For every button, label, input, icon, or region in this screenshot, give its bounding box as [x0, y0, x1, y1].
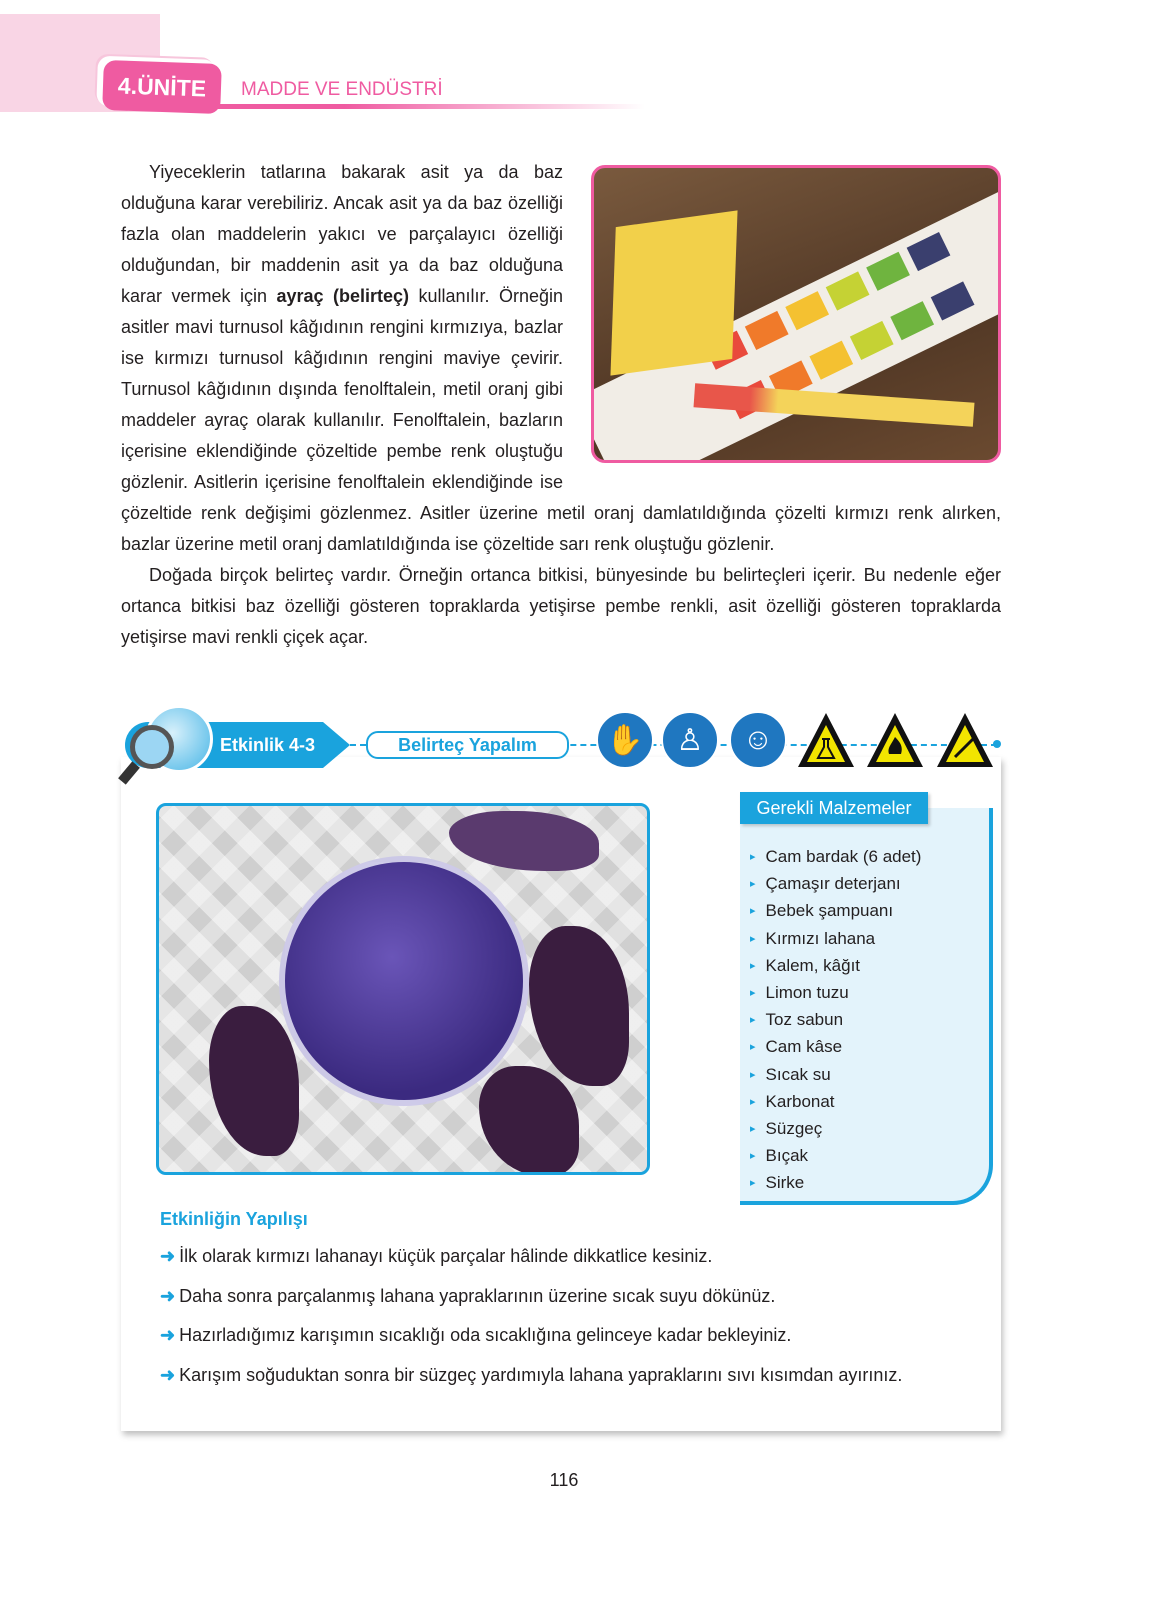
materials-list — [750, 843, 921, 1196]
material-item: ▸ Kırmızı lahana — [750, 925, 921, 952]
activity-title: Belirteç Yapalım — [366, 731, 569, 759]
red-cabbage-bowl-image — [156, 803, 650, 1175]
material-item: ▸ Karbonat — [750, 1088, 921, 1115]
step-item: ➜ Daha sonra parçalanmış lahana yapraklarının üzerine sıcak suyu dökünüz. — [160, 1285, 776, 1306]
ph-indicator-strips-image — [591, 165, 1001, 463]
activity-label: Etkinlik 4-3 — [220, 735, 316, 755]
arrow-icon: ➜ — [160, 1246, 176, 1266]
header-underline — [215, 104, 645, 109]
unit-title: MADDE VE ENDÜSTRİ — [241, 79, 443, 100]
material-item: ▸ Toz sabun — [750, 1006, 921, 1033]
arrow-icon: ➜ — [160, 1285, 176, 1306]
lab-coat-icon: ♙ — [661, 711, 719, 769]
material-item: ▸ Çamaşır deterjanı — [750, 870, 921, 897]
paragraph-2: Doğada birçok belirteç vardır. Örneğin ortanca bitkisi, bünyesinde bu belirteçleri içerir. Bu nedenle eğer ortanca bitkisi baz özelliği gösteren topraklarda yetişirse pembe renkli, asit özelliği gösteren topraklarda yetişirse mavi renkli çiçek açar. — [121, 565, 1001, 647]
page-number: 116 — [549, 1470, 579, 1490]
paragraph-1: Yiyeceklerin tatlarına bakarak asit ya da baz olduğuna karar verebiliriz. Ancak asit ya da baz özelliği fazla olan maddelerin yakıcı ve parçalayıcı özelliği olduğundan, bir maddenin asit ya da baz olduğuna karar vermek için ayraç (belirteç) kullanılır. Örneğin asitler mavi turnusol kâğıdının rengini kırmızıya, bazlar ise kırmızı turnusol kâğıdının rengini maviye çevirir. Turnusol kâğıdının dışında fenolftalein, metil oranj gibi maddeler ayraç olarak kullanılır. Fenolftalein, bazların içerisine eklendiğinde çözeltide pembe renk oluştuğu gözlenir. Asitlerin içerisine fenolftalein eklendiğinde ise çözeltide renk değişimi gözlenmez. Asitler üzerine metil oranj damlatıldığında çözelti kırmızı renk alırken, bazlar üzerine metil oranj damlatıldığında ise çözeltide sarı renk oluştuğu gözlenir. — [121, 162, 1001, 554]
unit-badge: 4.ÜNİTE — [102, 60, 222, 114]
material-item: ▸ Sirke — [750, 1169, 921, 1196]
gloves-icon: ✋ — [596, 711, 654, 769]
arrow-icon: ➜ — [160, 1364, 176, 1385]
procedure-steps — [160, 1246, 902, 1404]
material-item: ▸ Kalem, kâğıt — [750, 952, 921, 979]
sharp-object-icon — [935, 711, 995, 769]
material-item: ▸ Süzgeç — [750, 1115, 921, 1142]
step-item: ➜ Karışım soğuduktan sonra bir süzgeç yardımıyla lahana yapraklarını sıvı kısımdan ayırınız. — [160, 1364, 903, 1385]
material-item: ▸ Cam bardak (6 adet) — [750, 843, 921, 870]
arrow-icon: ➜ — [160, 1325, 176, 1345]
material-item: ▸ Limon tuzu — [750, 979, 921, 1006]
goggles-icon: ☺ — [729, 711, 787, 769]
material-item: ▸ Sıcak su — [750, 1061, 921, 1088]
material-item: ▸ Cam kâse — [750, 1033, 921, 1060]
step-item: ➜ İlk olarak kırmızı lahanayı küçük parçalar hâlinde dikkatlice kesiniz. — [160, 1246, 713, 1266]
magnifier-icon — [130, 725, 174, 769]
chemical-hazard-icon — [796, 711, 856, 769]
flammable-icon — [865, 711, 925, 769]
materials-title: Gerekli Malzemeler — [740, 792, 928, 824]
material-item: ▸ Bıçak — [750, 1142, 921, 1169]
procedure-title: Etkinliğin Yapılışı — [160, 1209, 308, 1229]
material-item: ▸ Bebek şampuanı — [750, 897, 921, 924]
step-item: ➜ Hazırladığımız karışımın sıcaklığı oda sıcaklığına gelinceye kadar bekleyiniz. — [160, 1325, 792, 1345]
main-text — [121, 157, 1001, 653]
